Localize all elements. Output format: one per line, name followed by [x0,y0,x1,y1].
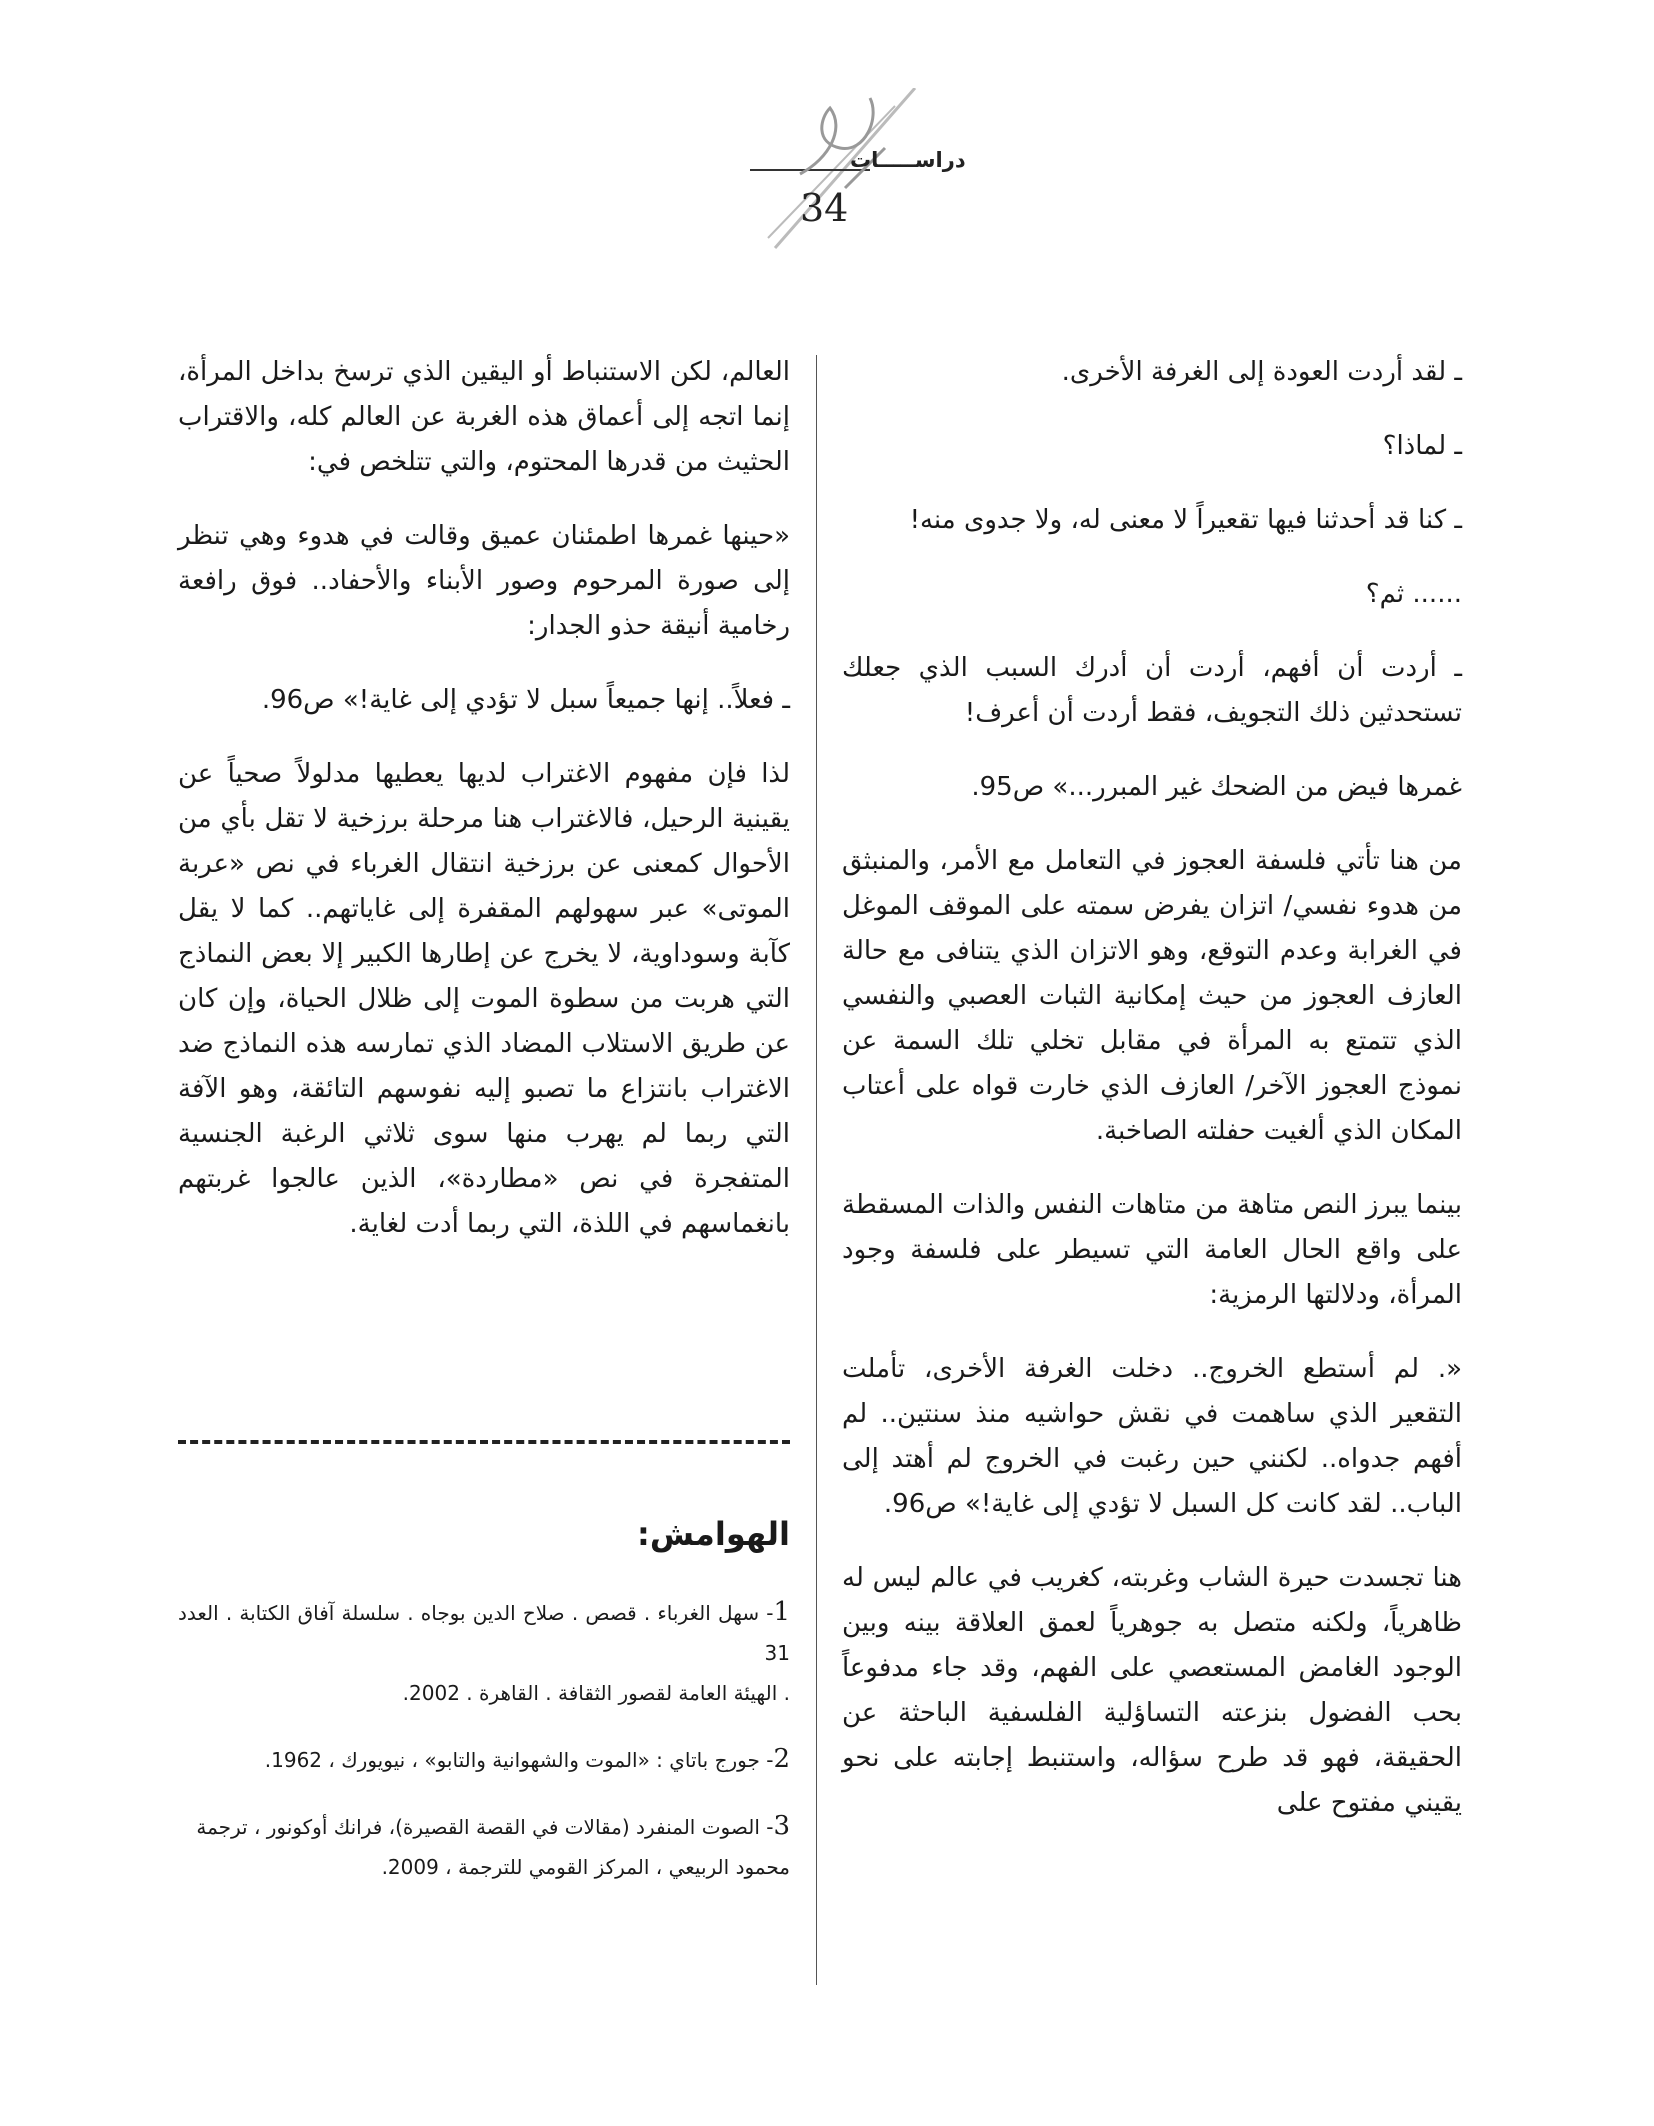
footnote-item [178,1592,790,1713]
footnote-text: محمود الربيعي ، المركز القومي للترجمة ، 2009. [381,1855,790,1879]
paragraph: ـ كنا قد أحدثنا فيها تقعيراً لا معنى له، ولا جدوى منه! [909,505,1462,535]
footnote-text: - الصوت المنفرد (مقالات في القصة القصيرة)، فرانك أوكونور ، ترجمة [196,1815,774,1839]
footnote-text: - جورج باتاي : «الموت والشهوانية والتابو» ، نيويورك ، 1962. [264,1748,774,1772]
paragraph: غمرها فيض من الضحك غير المبرر...» ص95. [971,772,1462,802]
page-number: 34 [800,186,849,230]
footnote-number: 2 [773,1744,790,1774]
paragraph: ـ أردت أن أفهم، أردت أن أدرك السبب الذي جعلك تستحدثين ذلك التجويف، فقط أردت أن أعرف! [842,653,1462,728]
section-label: دراســـــات [850,148,966,172]
footnote-text: - سهل الغرباء . قصص . صلاح الدين بوجاه . سلسلة آفاق الكتابة . العدد 31 [178,1601,790,1665]
right-column [842,350,1462,1855]
paragraph: ـ لماذا؟ [1382,431,1462,461]
footnotes-list [178,1592,790,1913]
quote-paragraph: «. لم أستطع الخروج.. دخلت الغرفة الأخرى، تأملت التقعير الذي ساهمت في نقش حواشيه منذ سنتين.. لم أفهم جدواه.. لكنني حين رغبت في الخروج لم أهتد إلى الباب.. لقد كانت كل السبل لا تؤدي إلى غاية!» ص96. [842,1354,1462,1519]
paragraph: هنا تجسدت حيرة الشاب وغربته، كغريب في عالم ليس له ظاهرياً، ولكنه متصل به جوهرياً لعمق العلاقة بينه وبين الوجود الغامض المستعصي على الفهم، وقد جاء مدفوعاً بحب الفضول بنزعته التساؤلية الفلسفية الباحثة عن الحقيقة، فهو قد طرح سؤاله، واستنبط إجابته على نحو يقيني مفتوح على [842,1563,1462,1818]
footnote-item [178,1806,790,1887]
paragraph: العالم، لكن الاستنباط أو اليقين الذي ترسخ بداخل المرأة، إنما اتجه إلى أعماق هذه الغربة عن العالم كله، والاقتراب الحثيث من قدرها المحتوم، والتي تتلخص في: [178,357,790,477]
footnote-number: 1 [773,1597,790,1627]
footnote-number: 3 [773,1811,790,1841]
paragraph: ـ لقد أردت العودة إلى الغرفة الأخرى. [1061,357,1462,387]
quote-paragraph: ـ فعلاً.. إنها جميعاً سبل لا تؤدي إلى غاية!» ص96. [261,685,790,715]
footnote-item [178,1739,790,1780]
paragraph: من هنا تأتي فلسفة العجوز في التعامل مع الأمر، والمنبثق من هدوء نفسي/ اتزان يفرض سمته على الموقف الموغل في الغرابة وعدم التوقع، وهو الاتزان الذي يتنافى مع حالة العازف العجوز من حيث إمكانية الثبات العصبي والنفسي الذي تتمتع به المرأة في مقابل تخلي تلك السمة عن نموذج العجوز الآخر/ العازف الذي خارت قواه على أعتاب المكان الذي ألغيت حفلته الصاخبة. [842,846,1462,1146]
left-column [178,350,790,1276]
paragraph: ...... ثم؟ [1365,579,1462,609]
section-separator [178,1440,790,1444]
quote-paragraph: «حينها غمرها اطمئنان عميق وقالت في هدوء وهي تنظر إلى صورة المرحوم وصور الأبناء والأحفاد.. فوق رافعة رخامية أنيقة حذو الجدار: [178,521,790,641]
footnotes-title: الهوامش: [637,1515,790,1553]
column-divider [816,355,817,1985]
paragraph: بينما يبرز النص متاهة من متاهات النفس والذات المسقطة على واقع الحال العامة التي تسيطر على فلسفة وجود المرأة، ودلالتها الرمزية: [842,1190,1462,1310]
afkar-logo-icon [680,88,980,268]
footnote-text: . الهيئة العامة لقصور الثقافة . القاهرة . 2002. [402,1681,790,1705]
paragraph: لذا فإن مفهوم الاغتراب لديها يعطيها مدلولاً صحياً عن يقينية الرحيل، فالاغتراب هنا مرحلة برزخية لا تقل بأي من الأحوال كمعنى عن برزخية انتقال الغرباء في نص «عربة الموتى» عبر سهولهم المقفرة إلى غاياتهم.. كما لا يقل كآبة وسوداوية، لا يخرج عن إطارها الكبير إلا بعض النماذج التي هربت من سطوة الموت إلى ظلال الحياة، وإن كان عن طريق الاستلاب المضاد الذي تمارسه هذه النماذج ضد الاغتراب بانتزاع ما تصبو إليه نفوسهم التائقة، وهو الآفة التي ربما لم يهرب منها سوى ثلاثي الرغبة الجنسية المتفجرة في نص «مطاردة»، الذين عالجوا غربتهم بانغماسهم في اللذة، التي ربما أدت لغاية. [178,759,790,1239]
page-header [680,88,980,268]
